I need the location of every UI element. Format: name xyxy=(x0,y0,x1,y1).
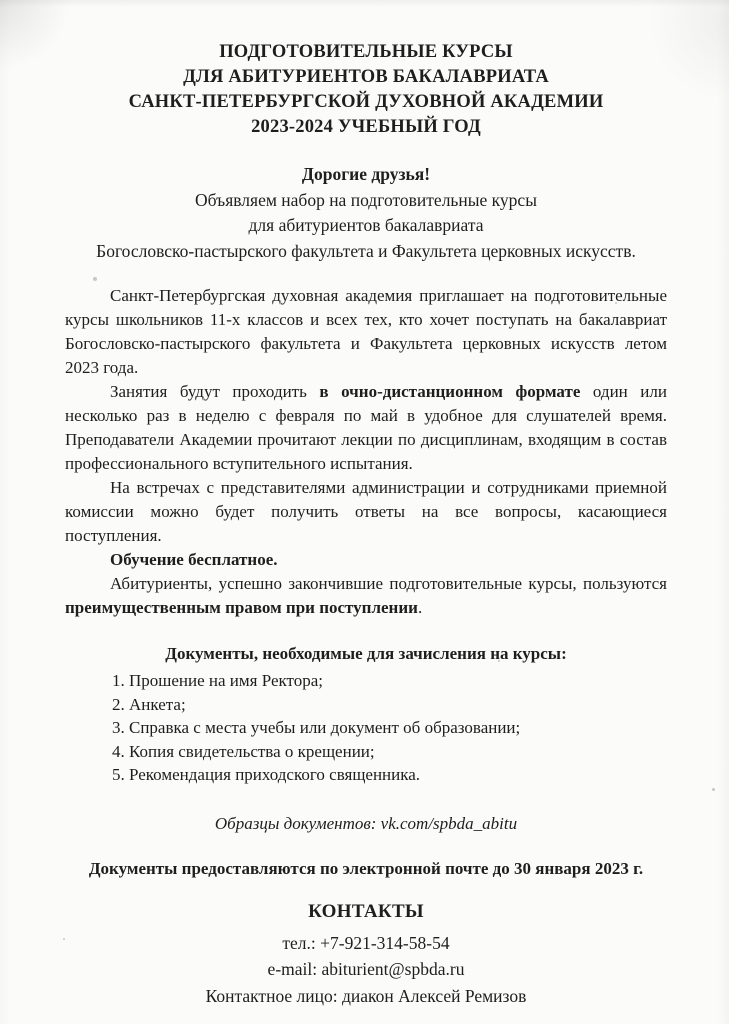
paragraph-format-tail: один или несколько раз в неделю с февраля по май в удобное для слушателей время. Преподаватели Академии прочитают лекции по дисциплинам, входящим в состав профессионального вступительного испытания. xyxy=(65,382,667,473)
title-line-3: САНКТ-ПЕТЕРБУРГСКОЙ ДУХОВНОЙ АКАДЕМИИ xyxy=(128,92,604,112)
document-list-item: 3. Справка с места учебы или документ об образовании; xyxy=(112,718,521,737)
document-content xyxy=(65,40,667,1009)
title-line-1: ПОДГОТОВИТЕЛЬНЫЕ КУРСЫ xyxy=(219,42,513,62)
contacts-section xyxy=(65,901,667,1010)
title-line-2: ДЛЯ АБИТУРИЕНТОВ БАКАЛАВРИАТА xyxy=(183,67,549,87)
paragraph-priority-lead: Абитуриенты, успешно закончившие подготовительные курсы, пользуются xyxy=(110,574,667,593)
contact-phone: тел.: +7-921-314-58-54 xyxy=(282,932,450,953)
contact-email: e-mail: abiturient@spbda.ru xyxy=(267,959,465,979)
document-list-item: 1. Прошение на имя Ректора; xyxy=(112,671,324,690)
title-line-4: 2023-2024 УЧЕБНЫЙ ГОД xyxy=(251,117,481,137)
document-list-item: 4. Копия свидетельства о крещении; xyxy=(112,741,375,761)
document-list-item: 2. Анкета; xyxy=(112,694,186,714)
intro-line-1: Объявляем набор на подготовительные курсы xyxy=(195,189,537,210)
intro-line-2: для абитуриентов бакалавриата xyxy=(248,215,484,235)
deadline-note: Документы предоставляются по электронной почте до 30 января 2023 г. xyxy=(88,858,644,878)
documents-heading: Документы, необходимые для зачисления на курсы: xyxy=(165,644,567,663)
paragraph-meetings: На встречах с представителями администрации и сотрудниками приемной комиссии можно будет получить ответы на все вопросы, касающиеся поступления. xyxy=(65,478,667,545)
contacts-heading: КОНТАКТЫ xyxy=(308,900,424,922)
paragraph-format-lead: Занятия будут проходить xyxy=(110,382,320,401)
greeting: Дорогие друзья! xyxy=(301,164,431,184)
document-title xyxy=(65,40,667,140)
paragraph-invitation: Санкт-Петербургская духовная академия приглашает на подготовительные курсы школьников 11-х классов и всех тех, кто хочет поступать на бакалавриат Богословско-пастырского факультета и Факультета церковных искусств летом 2023 года. xyxy=(65,286,667,377)
paragraph-free-education: Обучение бесплатное. xyxy=(110,550,278,569)
paragraph-format-bold: в очно-дистанционном формате xyxy=(319,382,581,401)
documents-list xyxy=(65,669,667,787)
documents-section xyxy=(65,642,667,787)
samples-note: Образцы документов: vk.com/spbda_abitu xyxy=(214,813,518,833)
contact-person: Контактное лицо: диакон Алексей Ремизов xyxy=(205,985,527,1006)
greeting-block xyxy=(65,162,667,264)
paragraph-priority-tail: . xyxy=(417,598,423,617)
paragraph-format xyxy=(65,380,667,476)
intro-line-3: Богословско-пастырского факультета и Факультета церковных искусств. xyxy=(96,240,636,261)
paragraph-priority xyxy=(65,572,667,620)
paragraph-priority-bold: преимущественным правом при поступлении xyxy=(65,598,418,617)
scan-speck xyxy=(712,788,715,791)
document-list-item: 5. Рекомендация приходского священника. xyxy=(112,765,421,784)
body-paragraphs xyxy=(65,284,667,620)
